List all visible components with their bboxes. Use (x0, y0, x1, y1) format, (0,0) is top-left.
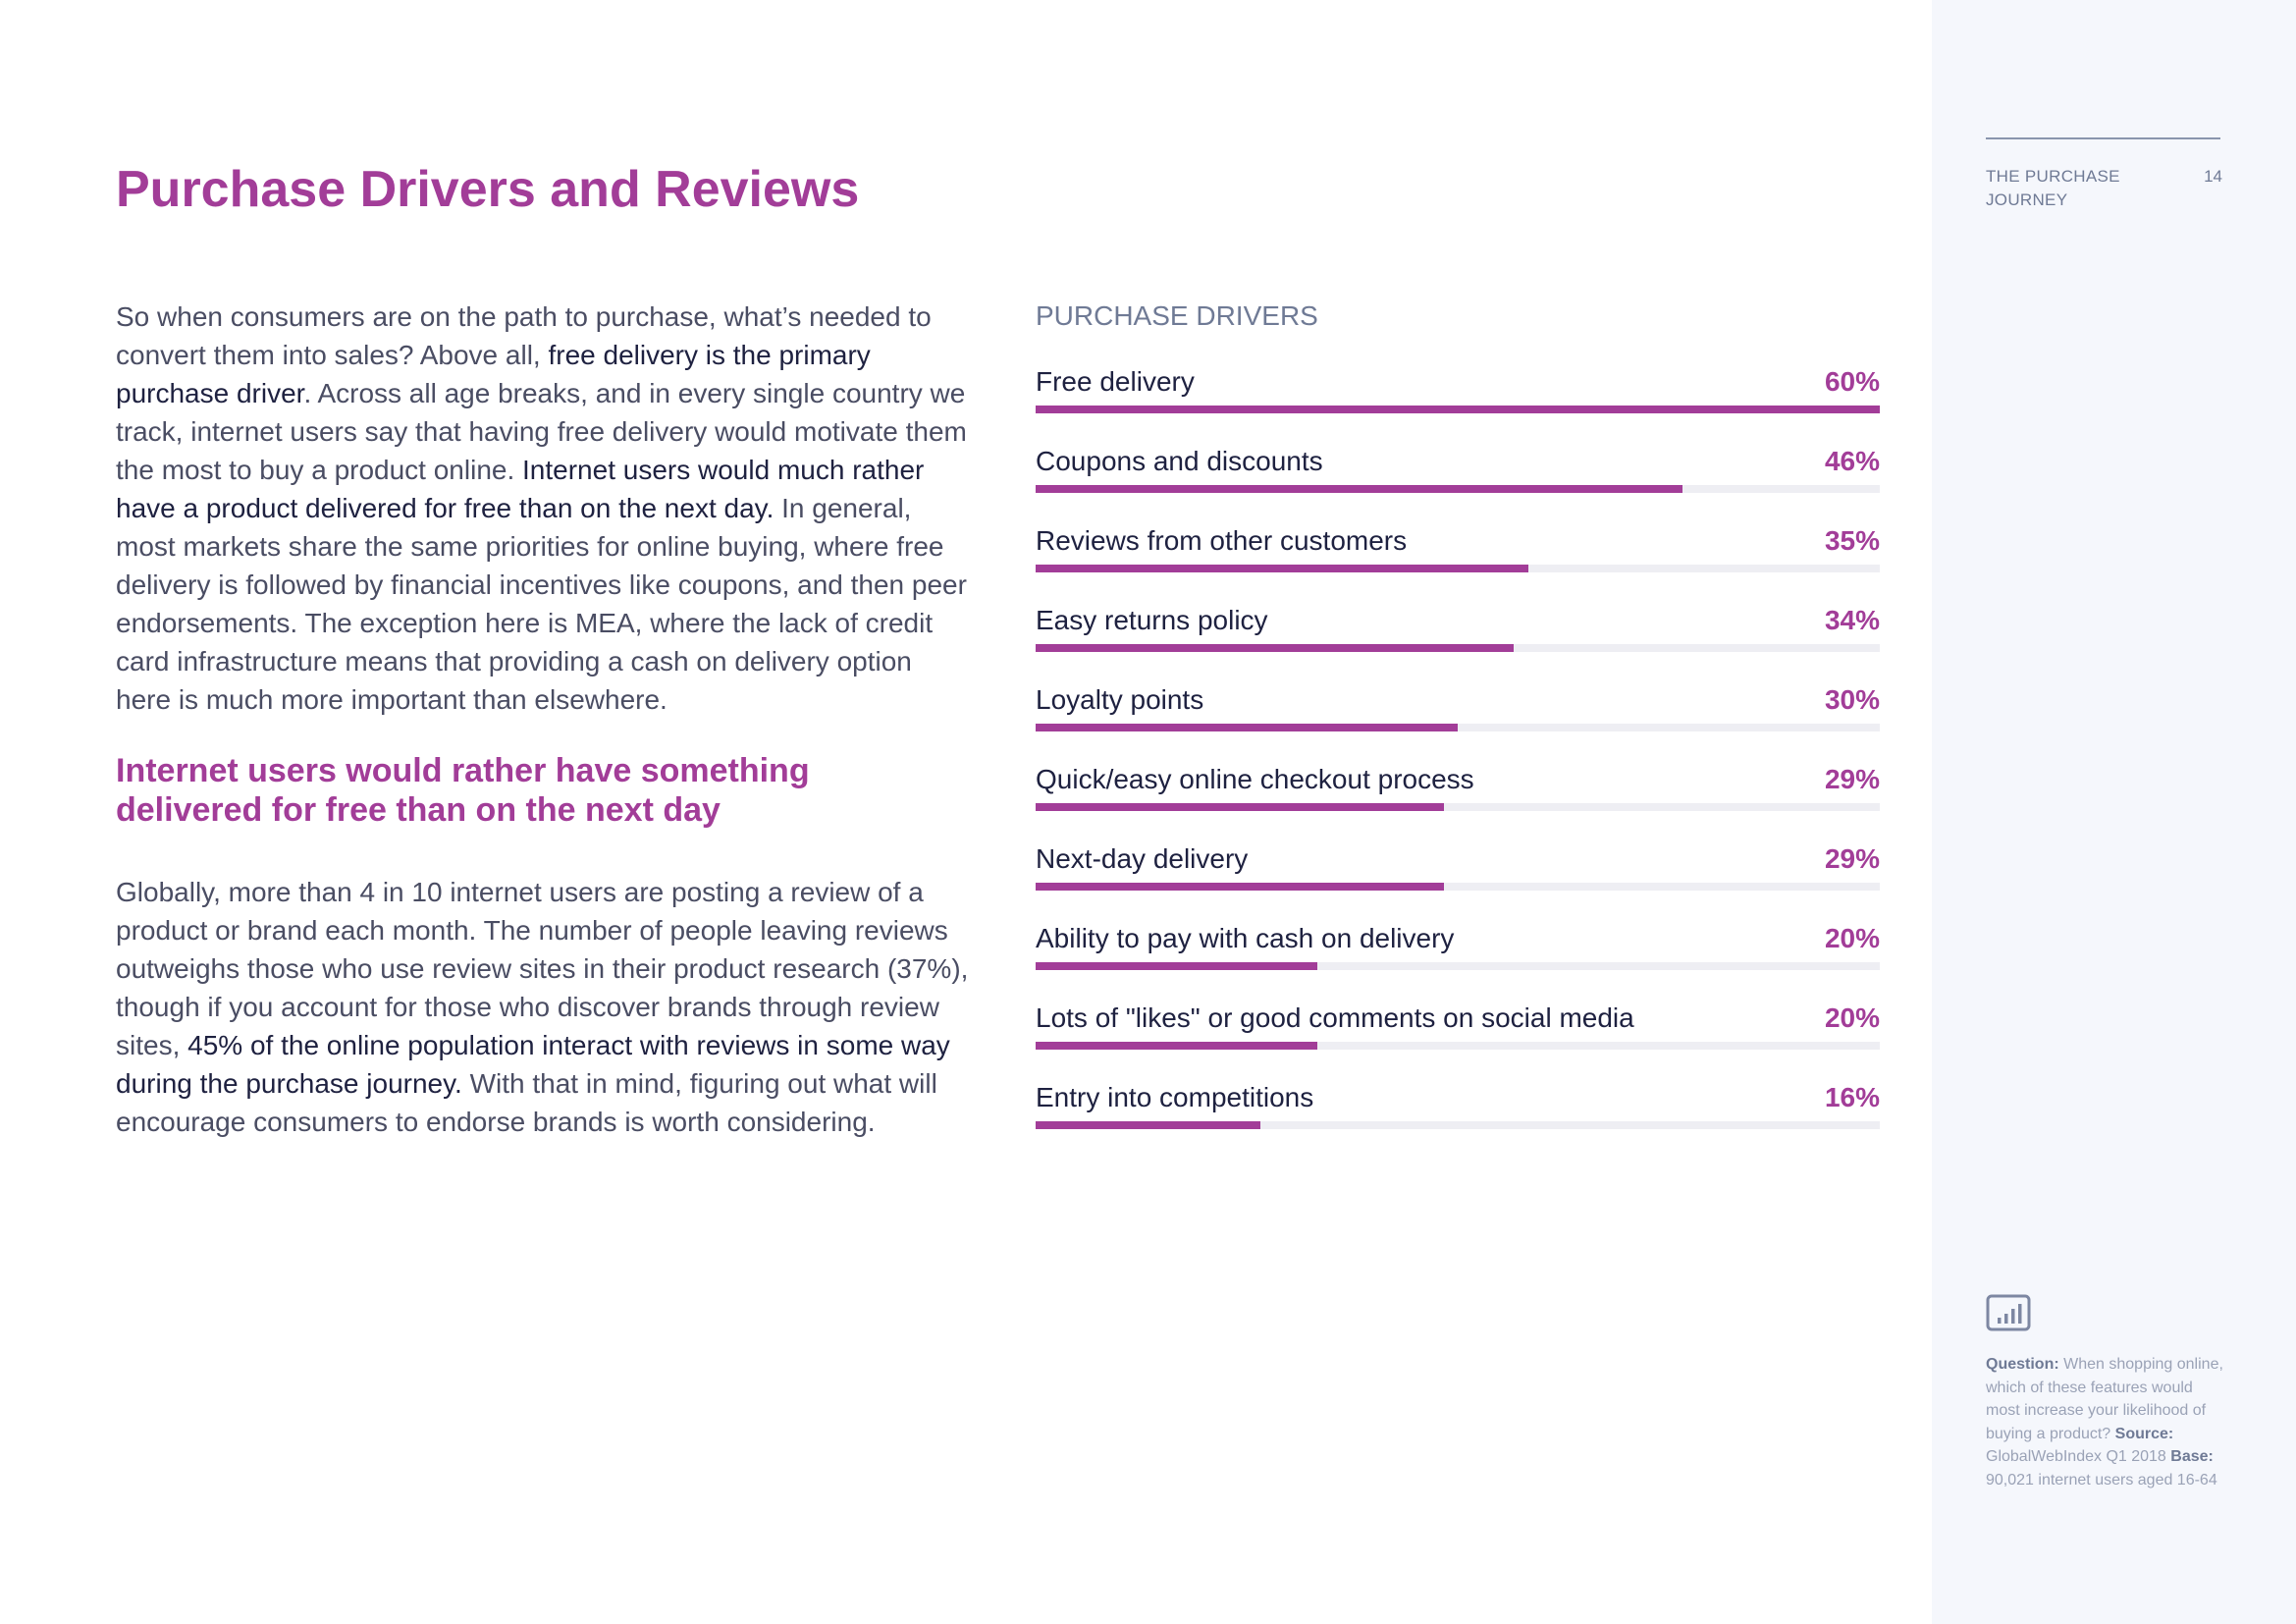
chart-notes (1986, 1353, 2226, 1491)
bar (1036, 565, 1528, 572)
bar-row (1036, 753, 1880, 833)
bar (1036, 406, 1880, 413)
bar (1036, 485, 1682, 493)
bar-track (1036, 406, 1880, 413)
bar-value-label: 60% (1824, 366, 1880, 397)
bar-value-label: 29% (1824, 764, 1880, 794)
bar-track (1036, 803, 1880, 811)
bar-row (1036, 674, 1880, 753)
bar-row (1036, 912, 1880, 992)
bar (1036, 1121, 1260, 1129)
bar-label: Loyalty points (1036, 684, 1204, 715)
bar-row (1036, 435, 1880, 514)
page-title: Purchase Drivers and Reviews (116, 161, 860, 218)
bar-value-label: 30% (1824, 684, 1880, 715)
bar-value-label: 46% (1824, 446, 1880, 476)
base-label: Base: (2170, 1448, 2214, 1465)
bar (1036, 883, 1444, 891)
bar (1036, 644, 1514, 652)
bar-value-label: 29% (1824, 843, 1880, 874)
bar-label: Entry into competitions (1036, 1082, 1314, 1112)
paragraph-text: Globally, more than 4 in 10 internet users are posting a review of a product or brand each month. The number of people leaving reviews outweighs those who use review sites in their product research (37%), though if you account for those who discover brands through review sites, (116, 877, 969, 1060)
question-text: When shopping online, which of these features would most increase your likelihood of buying a product? (1986, 1356, 2223, 1442)
bar-label: Coupons and discounts (1036, 446, 1323, 476)
paragraph-text: . Across all age breaks, and in every single country we track, internet users say that having free delivery would motivate them the most to buy a product online. (116, 378, 967, 485)
bar-track (1036, 565, 1880, 572)
bar-row (1036, 355, 1880, 435)
bar-value-label: 20% (1824, 1002, 1880, 1033)
bar-label: Next-day delivery (1036, 843, 1249, 874)
bar-row (1036, 514, 1880, 594)
emphasis-text: free delivery is the primary purchase driver (116, 340, 871, 408)
paragraph-text: So when consumers are on the path to purchase, what’s needed to convert them into sales? Above all, (116, 301, 932, 370)
paragraph-text: With that in mind, figuring out what will encourage consumers to endorse brands is worth considering. (116, 1068, 937, 1137)
page-number: 14 (2204, 167, 2222, 186)
bar (1036, 1042, 1317, 1050)
bar-track (1036, 644, 1880, 652)
bar (1036, 803, 1444, 811)
bar-track (1036, 1121, 1880, 1129)
bar-value-label: 20% (1824, 923, 1880, 953)
chart-title: PURCHASE DRIVERS (1036, 300, 1318, 331)
bar-track (1036, 724, 1880, 731)
bar-label: Reviews from other customers (1036, 525, 1408, 556)
bar-row (1036, 1071, 1880, 1151)
bar-row (1036, 992, 1880, 1071)
bar-chart-icon (1986, 1294, 2031, 1333)
bar-label: Lots of "likes" or good comments on social media (1036, 1002, 1634, 1033)
emphasis-text: Internet users would much rather have a product delivered for free than on the next day. (116, 455, 925, 523)
source-text: GlobalWebIndex Q1 2018 (1986, 1448, 2166, 1465)
bar-value-label: 16% (1824, 1082, 1880, 1112)
bar-row (1036, 833, 1880, 912)
bar-label: Ability to pay with cash on delivery (1036, 923, 1455, 953)
question-label: Question: (1986, 1356, 2059, 1373)
section-label: THE PURCHASE JOURNEY (1986, 167, 2120, 209)
bar-track (1036, 1042, 1880, 1050)
bar-label: Quick/easy online checkout process (1036, 764, 1474, 794)
intro-paragraph (116, 298, 970, 719)
bar-row (1036, 594, 1880, 674)
purchase-drivers-chart (1036, 355, 1880, 1151)
paragraph-text: In general, most markets share the same priorities for online buying, where free delivery is followed by financial incentives like coupons, and then peer endorsements. The exception here is MEA, where the lack of credit card infrastructure means that providing a cash on delivery option here is much more important than elsewhere. (116, 493, 967, 715)
bar-label: Free delivery (1036, 366, 1195, 397)
bar-track (1036, 485, 1880, 493)
sidebar-divider (1986, 137, 2220, 139)
emphasis-text: 45% of the online population interact with reviews in some way during the purchase journey. (116, 1030, 950, 1099)
bar (1036, 724, 1458, 731)
bar (1036, 962, 1317, 970)
bar-track (1036, 883, 1880, 891)
bar-value-label: 35% (1824, 525, 1880, 556)
bar-label: Easy returns policy (1036, 605, 1268, 635)
bar-value-label: 34% (1824, 605, 1880, 635)
reviews-paragraph (116, 873, 970, 1141)
source-label: Source: (2114, 1425, 2174, 1442)
subheading: Internet users would rather have something delivered for free than on the next day (116, 752, 810, 829)
bar-track (1036, 962, 1880, 970)
base-text: 90,021 internet users aged 16-64 (1986, 1471, 2217, 1489)
